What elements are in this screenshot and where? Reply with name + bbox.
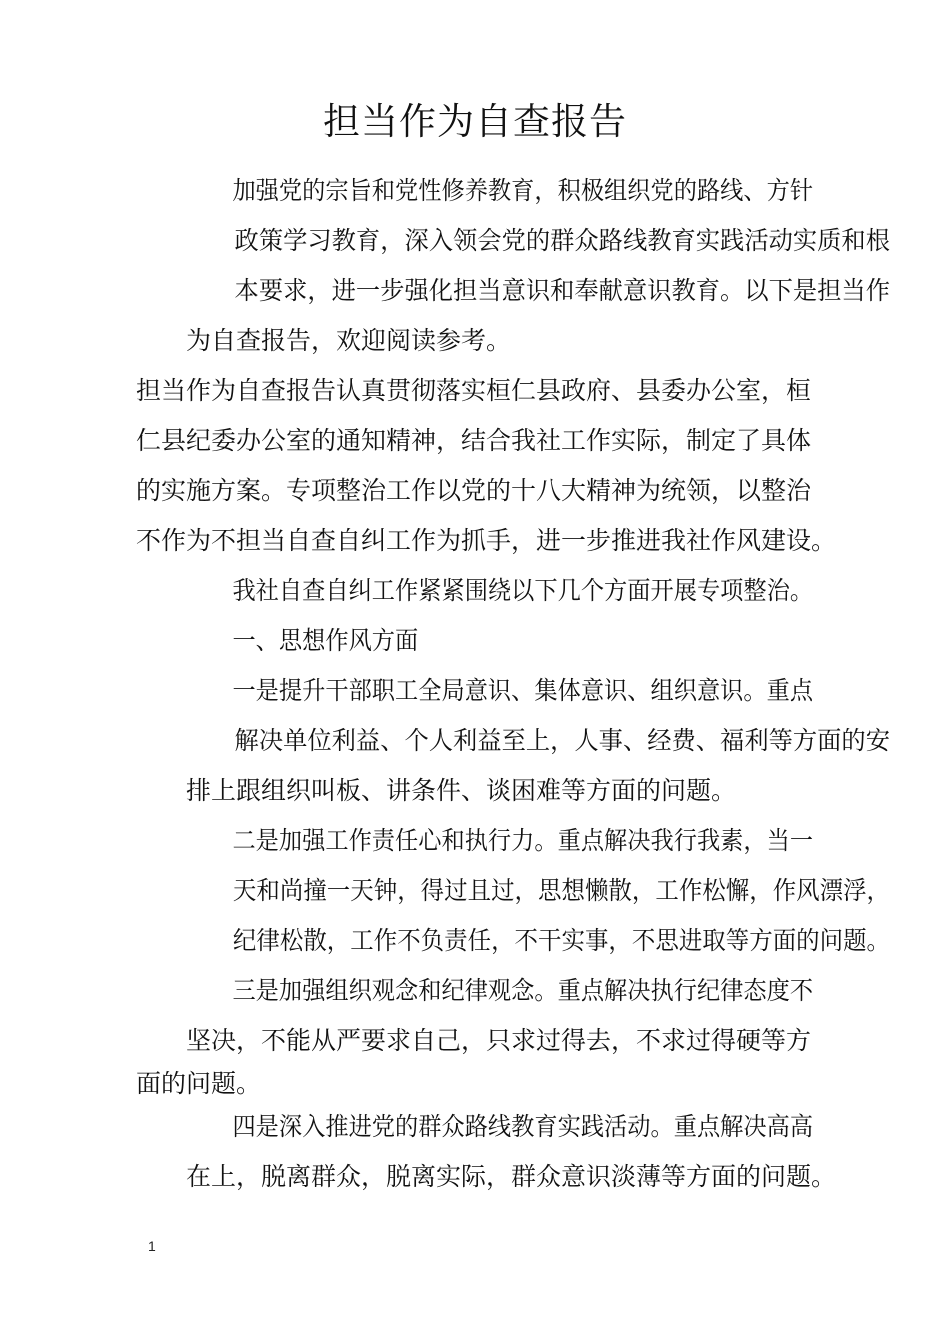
paragraph-line: 一是提升干部职工全局意识、集体意识、组织意识。重点 (232, 676, 814, 705)
paragraph (136, 666, 890, 816)
paragraph-line: 为自查报告，欢迎阅读参考。 (186, 326, 512, 355)
paragraph (136, 1066, 840, 1102)
paragraph (136, 966, 840, 1066)
paragraph-line: 一、思想作风方面 (232, 626, 419, 655)
document-title: 担当作为自查报告 (323, 100, 627, 143)
paragraph (136, 616, 840, 666)
paragraph-line: 解决单位利益、个人利益至上，人事、经费、福利等方面的安 (234, 726, 890, 755)
paragraph-line: 四是深入推进党的群众路线教育实践活动。重点解决高高 (232, 1112, 814, 1141)
paragraph-line: 面的问题。 (136, 1069, 262, 1098)
paragraph-line: 担当作为自查报告认真贯彻落实桓仁县政府、县委办公室，桓 (136, 376, 812, 405)
document-body (136, 166, 891, 1202)
paragraph (136, 166, 890, 366)
paragraph-line: 纪律松散，工作不负责任，不干实事，不思进取等方面的问题。 (232, 926, 891, 955)
paragraph (136, 566, 840, 616)
paragraph-line: 排上跟组织叫板、讲条件、谈困难等方面的问题。 (186, 776, 737, 805)
paragraph (136, 816, 891, 966)
page-number: 1 (148, 1238, 156, 1254)
paragraph-line: 的实施方案。专项整治工作以党的十八大精神为统领，以整治 (136, 476, 812, 505)
paragraph-line: 加强党的宗旨和党性修养教育，积极组织党的路线、方针 (232, 176, 814, 205)
paragraph-line: 在上，脱离群众，脱离实际，群众意识淡薄等方面的问题。 (186, 1162, 837, 1191)
paragraph-line: 坚决，不能从严要求自己，只求过得去，不求过得硬等方 (186, 1026, 812, 1055)
paragraph-line: 仁县纪委办公室的通知精神，结合我社工作实际，制定了具体 (136, 426, 812, 455)
paragraph-line: 二是加强工作责任心和执行力。重点解决我行我素，当一 (232, 826, 814, 855)
paragraph-line: 政策学习教育，深入领会党的群众路线教育实践活动实质和根 (234, 226, 890, 255)
paragraph-line: 三是加强组织观念和纪律观念。重点解决执行纪律态度不 (232, 976, 814, 1005)
paragraph-line: 不作为不担当自查自纠工作为抓手，进一步推进我社作风建设。 (136, 526, 837, 555)
paragraph-line: 我社自查自纠工作紧紧围绕以下几个方面开展专项整治。 (232, 576, 814, 605)
paragraph-line: 本要求，进一步强化担当意识和奉献意识教育。以下是担当作 (234, 276, 890, 305)
paragraph (136, 366, 840, 566)
paragraph-line: 天和尚撞一天钟，得过且过，思想懒散，工作松懈，作风漂浮， (232, 876, 891, 905)
paragraph (136, 1102, 840, 1202)
